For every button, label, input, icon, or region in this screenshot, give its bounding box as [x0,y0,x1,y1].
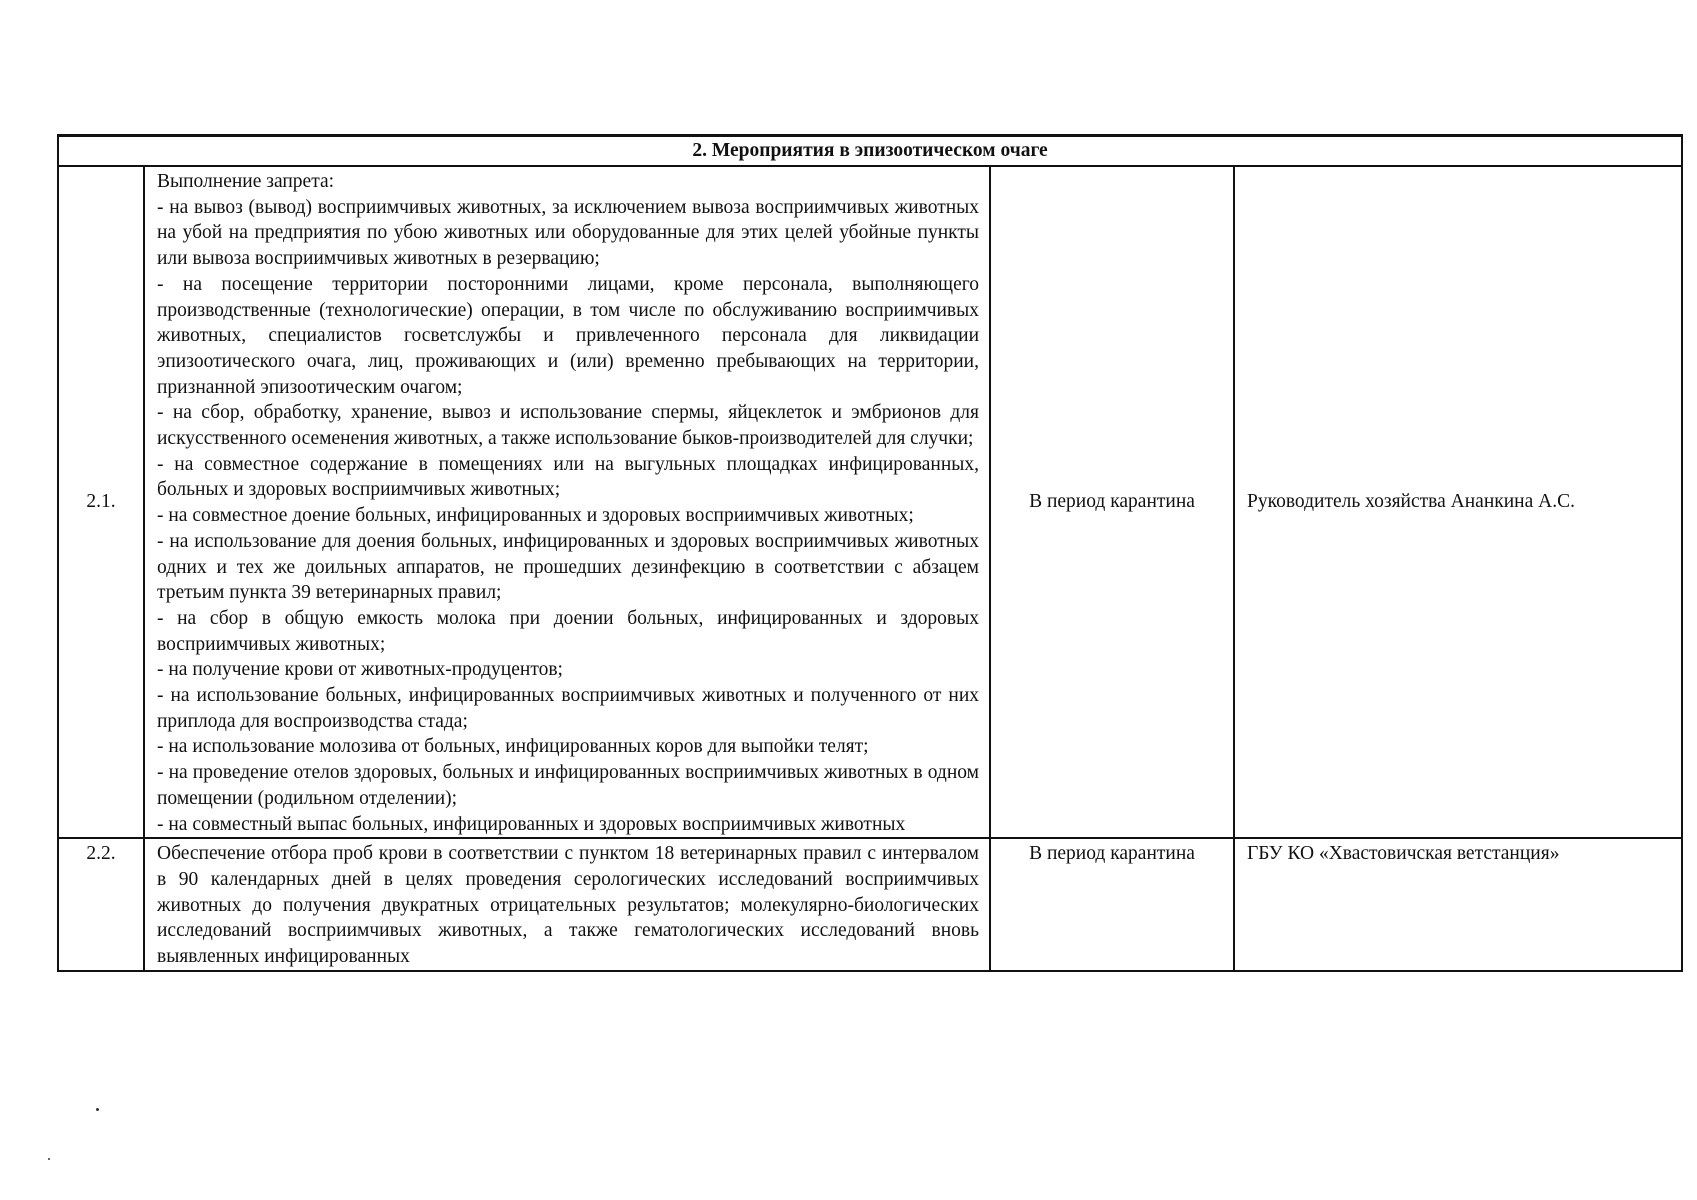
measure-text [144,166,990,838]
row-number: 2.2. [58,838,144,971]
measure-paragraph: - на использование молозива от больных, инфицированных коров для выпойки телят; [157,736,869,758]
measure-paragraph: - на совместное содержание в помещениях или на выгульных площадках инфицированных, больных и здоровых восприимчивых животных; [157,453,979,501]
measures-table [57,134,1683,972]
measure-paragraph: - на посещение территории посторонними лицами, кроме персонала, выполняющего производственные (технологические) операции, в том числе по обслуживанию восприимчивых животных, специалистов госветслужбы и привлеченного персонала для ликвидации эпизоотического очага, лиц, проживающих и (или) временно пребывающих на территории, признанной эпизоотическим очагом; [157,273,979,398]
measure-paragraph: Обеспечение отбора проб крови в соответствии с пунктом 18 ветеринарных правил с интервалом в 90 календарных дней в целях проведения серологических исследований восприимчивых животных до получения двукратных отрицательных результатов; молекулярно-биологических исследований восприимчивых животных, а также гематологических исследований вновь выявленных инфицированных [157,843,979,968]
section-header-row [58,136,1682,167]
responsible-cell: ГБУ КО «Хвастовичская ветстанция» [1234,838,1682,971]
measure-paragraph: - на проведение отелов здоровых, больных и инфицированных восприимчивых животных в одном помещении (родильном отделении); [157,762,979,809]
measure-paragraph: - на получение крови от животных-продуцентов; [157,659,563,681]
period-cell: В период карантина [990,166,1234,838]
responsible-cell: Руководитель хозяйства Ананкина А.С. [1234,166,1682,838]
section-title: 2. Мероприятия в эпизоотическом очаге [58,136,1682,167]
scan-speck [48,1158,50,1160]
table-row [58,166,1682,838]
measure-paragraph: - на использование больных, инфицированных восприимчивых животных и полученного от них приплода для воспроизводства стада; [157,685,979,732]
measure-paragraph: - на вывоз (вывод) восприимчивых животных, за исключением вывоза восприимчивых животных на убой на предприятия по убою животных или оборудованные для этих целей убойные пункты или вывоза восприимчивых животных в резервацию; [157,196,979,270]
measure-paragraph: - на сбор, обработку, хранение, вывоз и использование спермы, яйцеклеток и эмбрионов для искусственного осеменения животных, а также использование быков-производителей для случки; [157,402,979,450]
scan-speck [96,1108,99,1111]
period-cell: В период карантина [990,838,1234,971]
measure-paragraph: - на сбор в общую емкость молока при доении больных, инфицированных и здоровых восприимчивых животных; [157,607,979,655]
row-number: 2.1. [58,166,144,838]
measure-paragraph: - на совместный выпас больных, инфицированных и здоровых восприимчивых животных [157,813,906,835]
measure-paragraph: - на использование для доения больных, инфицированных и здоровых восприимчивых животных одних и тех же доильных аппаратов, не прошедших дезинфекцию в соответствии с абзацем третьим пункта 39 ветеринарных правил; [157,530,979,604]
measure-paragraph: - на совместное доение больных, инфицированных и здоровых восприимчивых животных; [157,505,914,527]
measure-text [144,838,990,971]
measure-paragraph: Выполнение запрета: [157,171,335,192]
table-row [58,838,1682,971]
